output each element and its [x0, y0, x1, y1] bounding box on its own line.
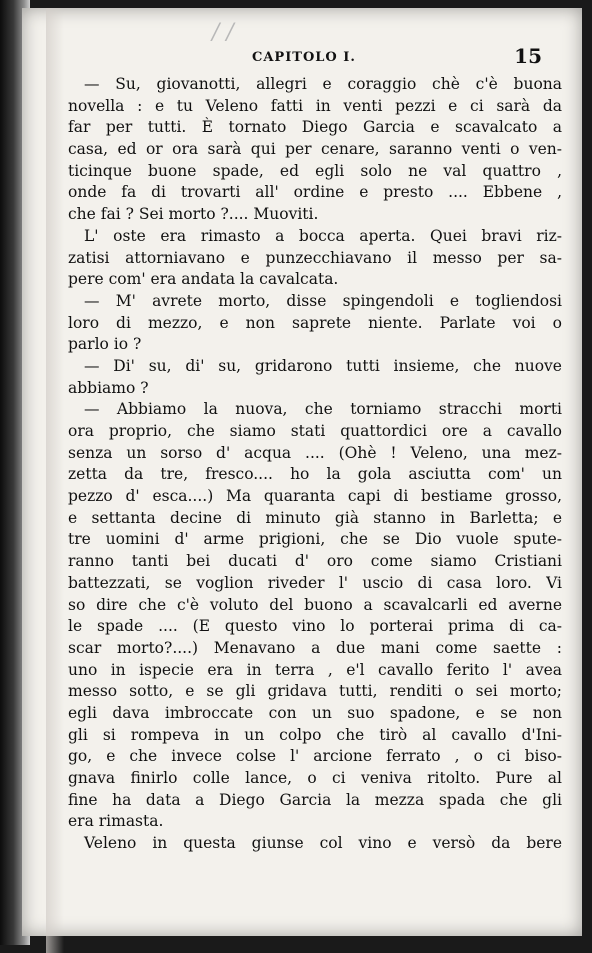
pencil-mark: / /	[212, 20, 234, 45]
text-line: — Abbiamo la nuova, che torniamo stracchi morti	[84, 400, 562, 419]
text-line: tre uomini d' arme prigioni, che se Dio vuole spute-	[68, 530, 562, 549]
text-line: so dire che c'è voluto del buono a scavalcarli ed averne	[68, 595, 562, 614]
text-line: ranno tanti bei ducati d' oro come siamo Cristiani	[68, 552, 562, 571]
page-body-text	[68, 74, 562, 855]
text-line: battezzati, se voglion riveder l' uscio di casa loro. Vi	[68, 573, 562, 592]
text-line: L' oste era rimasto a bocca aperta. Quei bravi riz-	[84, 226, 562, 245]
text-line: casa, ed or ora sarà qui per cenare, saranno venti o ven-	[68, 140, 562, 159]
text-line: far per tutti. È tornato Diego Garcia e scavalcato a	[68, 118, 562, 137]
text-line: fine ha data a Diego Garcia la mezza spada che gli	[68, 790, 562, 809]
text-line: era rimasta.	[68, 812, 164, 831]
text-line: che fai ? Sei morto ?.... Muoviti.	[68, 205, 319, 224]
text-line: zetta da tre, fresco.... ho la gola asciutta com' un	[68, 465, 562, 484]
text-line: uno in ispecie era in terra , e'l cavallo ferito l' avea	[68, 660, 562, 679]
text-line: ora proprio, che siamo stati quattordici ore a cavallo	[68, 422, 562, 440]
text-line: gnava finirlo colle lance, o ci veniva ritolto. Pure al	[68, 769, 562, 787]
text-line: — Su, giovanotti, allegri e coraggio chè c'è buona	[84, 75, 562, 93]
text-line: senza un sorso d' acqua .... (Ohè ! Veleno, una mez-	[68, 443, 562, 462]
running-title: CAPITOLO I.	[252, 50, 356, 65]
text-line: scar morto?....) Menavano a due mani come saette :	[68, 638, 562, 657]
text-line: e settanta decine di minuto già stanno in Barletta; e	[68, 508, 562, 527]
text-line: onde fa di trovarti all' ordine e presto .... Ebbene ,	[68, 183, 562, 202]
text-line: parlo io ?	[68, 335, 142, 354]
text-line: pezzo d' esca....) Ma quaranta capi di bestiame grosso,	[68, 487, 562, 506]
text-line: ticinque buone spade, ed egli solo ne val quattro ,	[68, 161, 562, 180]
text-line: messo sotto, e se gli gridava tutti, renditi o sei morto;	[68, 682, 562, 701]
text-line: go, e che invece colse l' arcione ferrato , o ci biso-	[68, 747, 562, 766]
page-number: 15	[514, 44, 542, 68]
text-line: abbiamo ?	[68, 378, 149, 397]
page-edge-tape	[46, 8, 64, 953]
text-line: egli dava imbroccate con un suo spadone, e se non	[68, 703, 562, 722]
running-header	[22, 44, 582, 72]
text-line: Veleno in questa giunse col vino e versò da bere	[84, 834, 562, 853]
text-line: gli si rompeva in un colpo che tirò al cavallo d'Ini-	[68, 725, 562, 744]
book-page	[22, 8, 582, 936]
text-line: pere com' era andata la cavalcata.	[68, 270, 339, 289]
text-line: — M' avrete morto, disse spingendoli e togliendosi	[84, 291, 562, 310]
text-line: le spade .... (E questo vino lo porterai prima di ca-	[68, 617, 562, 636]
text-line: zatisi attorniavano e punzecchiavano il messo per sa-	[68, 248, 562, 267]
text-line: — Di' su, di' su, gridarono tutti insieme, che nuove	[84, 356, 562, 375]
text-line: loro di mezzo, e non saprete niente. Parlate voi o	[68, 313, 562, 332]
text-line: novella : e tu Veleno fatti in venti pezzi e ci sarà da	[68, 96, 562, 115]
